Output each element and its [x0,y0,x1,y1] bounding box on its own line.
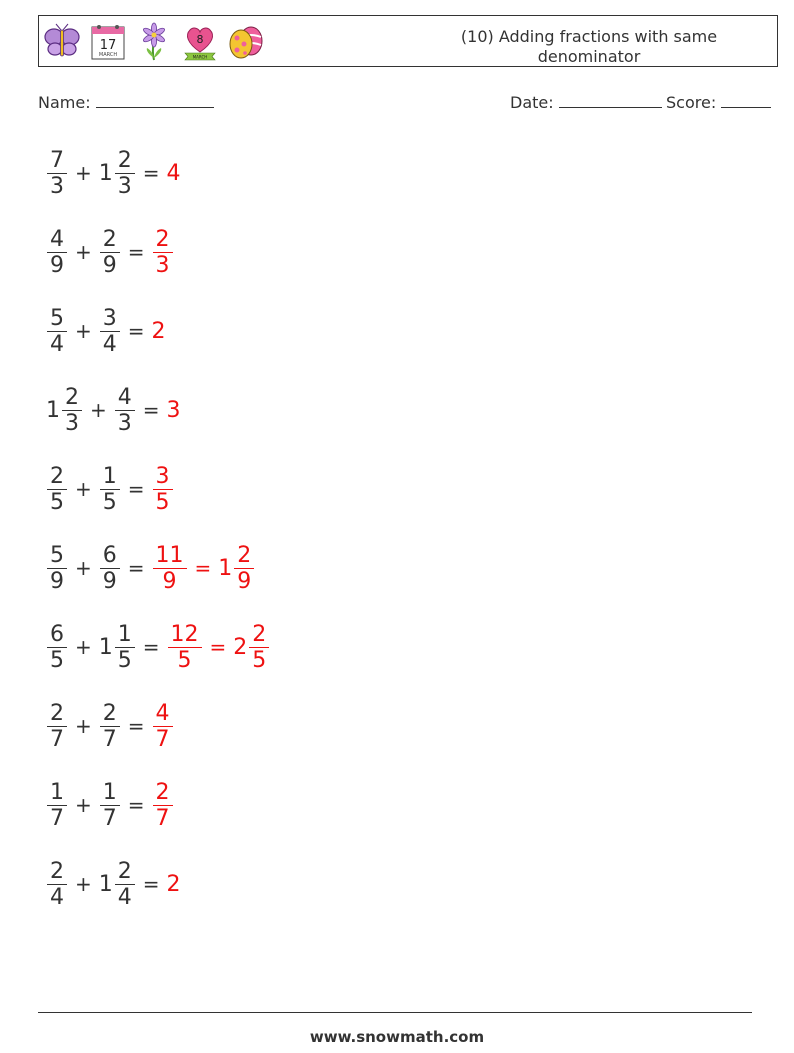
problem-row [46,459,174,519]
numerator: 2 [153,780,173,806]
numerator: 7 [47,148,67,174]
numerator: 2 [100,701,120,727]
calendar-icon [89,20,127,62]
equals-sign: = [127,477,145,501]
numerator: 2 [47,701,67,727]
problem-row [46,696,174,756]
equals-sign: = [142,161,160,185]
problem-row [46,301,167,361]
whole-number: 4 [166,160,181,186]
denominator: 4 [50,884,64,910]
numerator: 2 [115,148,135,174]
date-blank[interactable] [559,93,662,108]
fraction [47,859,67,910]
answer-equals-sign: = [209,635,227,659]
plus-sign: + [75,319,92,343]
problem-row [46,380,182,440]
numerator: 2 [153,227,173,253]
svg-text:8: 8 [196,33,204,46]
denominator: 3 [117,173,132,199]
fraction [153,543,187,594]
whole-number: 2 [151,318,166,344]
plus-sign: + [75,240,92,264]
denominator: 7 [102,805,117,831]
numerator: 2 [100,227,120,253]
numerator: 1 [100,780,120,806]
answer [152,227,174,278]
whole-number: 3 [166,397,181,423]
answer [152,780,174,831]
plus-sign: + [75,477,92,501]
answer [152,543,256,594]
fraction [47,148,67,199]
fraction [100,780,120,831]
plus-sign: + [75,793,92,817]
fraction [47,306,67,357]
fraction [153,701,173,752]
numerator: 2 [62,385,82,411]
name-field[interactable] [38,93,214,112]
denominator: 5 [50,647,64,673]
equals-sign: = [127,319,145,343]
denominator: 9 [102,568,117,594]
whole-number: 1 [98,634,113,660]
denominator: 4 [102,331,117,357]
fraction [100,701,120,752]
fraction [249,622,269,673]
denominator: 5 [177,647,192,673]
plus-sign: + [75,872,92,896]
denominator: 9 [50,252,64,278]
numerator: 2 [249,622,269,648]
score-blank[interactable] [721,93,771,108]
footer-url: www.snowmath.com [309,1028,485,1046]
denominator: 5 [117,647,132,673]
date-label: Date: [510,93,554,112]
problem-row [46,617,270,677]
worksheet-title: (10) Adding fractions with same denominator [460,27,718,66]
equals-sign: = [142,398,160,422]
svg-text:17: 17 [99,38,117,53]
fraction [47,780,67,831]
denominator: 5 [50,489,64,515]
fraction [47,227,67,278]
equals-sign: = [127,556,145,580]
answer [167,622,271,673]
whole-number: 1 [98,160,113,186]
fraction [100,227,120,278]
name-label: Name: [38,93,91,112]
fraction [115,622,135,673]
denominator: 9 [50,568,64,594]
denominator: 7 [50,726,64,752]
fraction [153,464,173,515]
denominator: 5 [252,647,267,673]
butterfly-icon [43,20,81,62]
equals-sign: = [142,872,160,896]
answer [152,319,167,344]
whole-number: 1 [46,397,60,423]
denominator: 4 [50,331,64,357]
fraction [115,148,135,199]
numerator: 2 [47,859,67,885]
answer [152,701,174,752]
answer-equals-sign: = [194,556,212,580]
denominator: 7 [155,805,170,831]
equals-sign: = [142,635,160,659]
date-field[interactable] [510,93,662,112]
score-field[interactable] [666,93,771,112]
numerator: 6 [100,543,120,569]
fraction [47,464,67,515]
problem-row [46,854,182,914]
denominator: 9 [237,568,252,594]
numerator: 5 [47,306,67,332]
problem-row [46,775,174,835]
denominator: 7 [50,805,64,831]
heart-icon [181,20,219,62]
numerator: 2 [115,859,135,885]
fraction [168,622,202,673]
whole-number: 1 [98,871,113,897]
numerator: 1 [47,780,67,806]
problem-row [46,222,174,282]
fraction [234,543,254,594]
footer-divider [38,1012,752,1013]
answer [167,872,182,897]
fraction [153,227,173,278]
denominator: 9 [102,252,117,278]
numerator: 2 [47,464,67,490]
numerator: 12 [168,622,202,648]
header-icons [43,20,265,62]
numerator: 3 [100,306,120,332]
equals-sign: = [127,714,145,738]
denominator: 3 [155,252,170,278]
plus-sign: + [75,556,92,580]
fraction [100,306,120,357]
plus-sign: + [75,714,92,738]
denominator: 3 [65,410,79,436]
equals-sign: = [127,793,145,817]
numerator: 6 [47,622,67,648]
problem-row [46,538,255,598]
whole-number: 2 [233,634,248,660]
numerator: 4 [47,227,67,253]
denominator: 3 [117,410,132,436]
plus-sign: + [75,161,92,185]
equals-sign: = [127,240,145,264]
answer [167,398,182,423]
flower-icon [135,20,173,62]
fraction [47,701,67,752]
numerator: 5 [47,543,67,569]
fraction [115,859,135,910]
plus-sign: + [90,398,107,422]
fraction [100,464,120,515]
numerator: 1 [100,464,120,490]
problem-row [46,143,182,203]
denominator: 7 [155,726,170,752]
denominator: 9 [162,568,177,594]
fraction [153,780,173,831]
name-blank[interactable] [96,93,214,108]
score-label: Score: [666,93,717,112]
easter-egg-icon [227,20,265,62]
svg-text:MARCH: MARCH [98,52,118,58]
numerator: 11 [153,543,187,569]
answer [167,161,182,186]
fraction [100,543,120,594]
fraction [115,385,135,436]
answer [152,464,174,515]
fraction [47,543,67,594]
denominator: 3 [50,173,64,199]
denominator: 5 [102,489,117,515]
fraction [47,622,67,673]
denominator: 4 [117,884,132,910]
whole-number: 1 [218,555,233,581]
denominator: 7 [102,726,117,752]
worksheet-header [38,15,778,67]
numerator: 4 [115,385,135,411]
numerator: 3 [153,464,173,490]
whole-number: 2 [166,871,181,897]
numerator: 2 [234,543,254,569]
plus-sign: + [75,635,92,659]
svg-text:MARCH: MARCH [192,54,208,60]
numerator: 4 [153,701,173,727]
denominator: 5 [155,489,170,515]
numerator: 1 [115,622,135,648]
fraction [62,385,82,436]
